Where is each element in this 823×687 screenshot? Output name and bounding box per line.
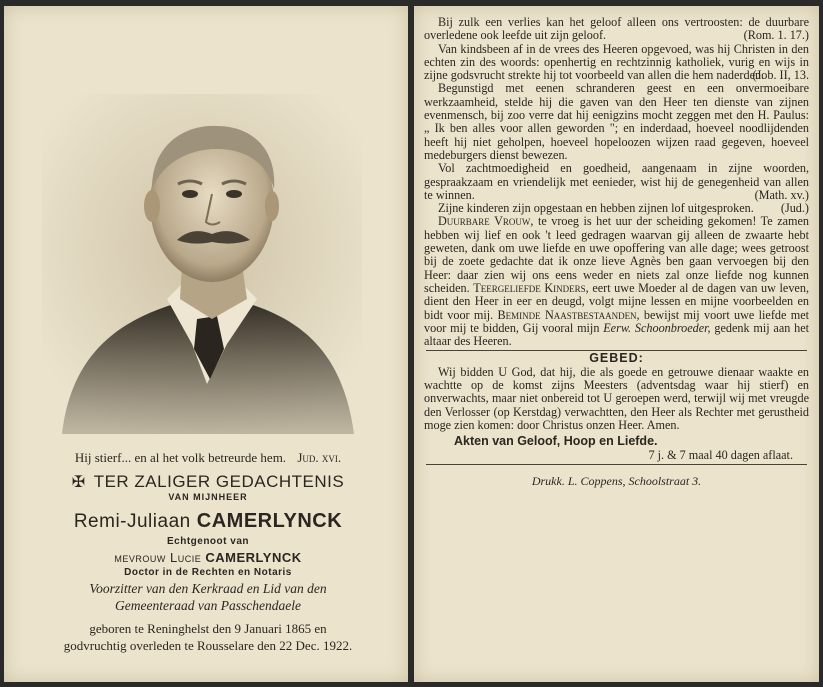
function-line-1: Voorzitter van den Kerkraad en Lid van den bbox=[89, 581, 327, 597]
quote-text: Hij stierf... en al het volk betreurde hem. bbox=[74, 450, 287, 465]
paragraph-6d-text: gedenk mij aan het altaar des Heeren. bbox=[424, 320, 810, 349]
front-text-block bbox=[18, 450, 398, 655]
memorial-text: TER ZALIGER GEDACHTENIS bbox=[93, 471, 345, 491]
deceased-name bbox=[18, 509, 398, 534]
portrait-photo bbox=[42, 94, 362, 434]
paragraph-1-ref: (Rom. 1. 17.) bbox=[743, 28, 809, 43]
paragraph-6c-text: bewijst mij voort uwe liefde met voor mij te bidden, Gij vooral mijn bbox=[424, 307, 809, 335]
address-brother-in-law: Eerw. Schoonbroeder, bbox=[603, 320, 711, 335]
surname: CAMERLYNCK bbox=[196, 509, 343, 532]
function-line-2: Gemeenteraad van Passchendaele bbox=[115, 598, 301, 614]
given-names: Remi-Juliaan bbox=[73, 510, 191, 532]
paragraph-2-text: Van kindsbeen af in de vrees des Heeren opgevoed, was hij Christen in den echten zin des woords: openhertig en rechtzinnig katholiek, vurig en wijs in zijne godsvrucht strekte hij tot voorbeeld van allen die hem naderden. bbox=[424, 41, 809, 83]
scripture-quote bbox=[18, 450, 398, 466]
quote-reference: Jud. xvi. bbox=[297, 450, 342, 465]
spouse-prefix: mevrouw bbox=[114, 549, 166, 565]
prayer-title: GEBED: bbox=[589, 351, 644, 366]
spouse-title: Echtgenoot van bbox=[166, 535, 249, 547]
spouse-name bbox=[18, 550, 398, 566]
prayer-body: Wij bidden U God, dat hij, die als goede en getrouwe dienaar waakte en wachtte op de komst zijns Meesters (adventsdag waar hij stierf) en onverwachts, maar niet onbereid tot U geroepen werd, terwijl wij met vreugde den Verlosser (op Kerstdag) verwachtten, den Heer als Rechter met gerustheid moge zien komen: door Christus onzen Heer. Amen. bbox=[424, 364, 809, 432]
paragraph-4-ref: (Math. xv.) bbox=[754, 187, 809, 202]
portrait-image bbox=[42, 94, 362, 434]
memorial-heading bbox=[18, 472, 398, 492]
divider-bottom bbox=[426, 464, 807, 465]
degree-line: Doctor in de Rechten en Notaris bbox=[124, 567, 292, 579]
paragraph-6b-text: eert uwe Moeder al de dagen van uw leven, dient den Heer in eer en deugd, volgt mijne lessen en mijne voorbeelden en bidt voor mij. bbox=[424, 280, 809, 322]
address-relatives: Beminde Naastbestaanden, bbox=[497, 307, 640, 322]
paragraph-3-text: Begunstigd met eenen schranderen geest en een onvermoeibare werkzaamheid, stelde hij die gaven van den Heer ten dienste van zijnen evenmensch, bij zoo verre dat hij eenigzins mocht zeggen met den H. Paulus: „ Ik ben alles voor allen geworden "; en inderdaad, hoeveel noodlijdenden heeft hij niet geholpen, hoeveel hopeloozen wijzen raad gegeven, hoeveel medeburgers dienst bewezen. bbox=[424, 81, 809, 162]
address-children: Teergeliefde Kinders, bbox=[473, 280, 589, 295]
paragraph-4-text: Vol zachtmoedigheid en goedheid, aangenaam in zijne woorden, gespraakzaam en vriendelijk met eenieder, wist hij de genegenheid van allen te winnen. bbox=[424, 161, 809, 202]
death-line: godvruchtig overleden te Rousselare den 22 Dec. 1922. bbox=[63, 637, 353, 653]
back-text-block bbox=[424, 16, 809, 488]
paragraph-6-text: te vroeg is het uur der scheiding gekomen! Te zamen hebben wij lief en ook 't leed gedragen waarvan gij alleen de zwaarte hebt geweten, dank om uwe liefde en uwe opoffering van alle dage; wees getroost bij de zoete gedachte dat ik onze lieve Agnès ben gaan vervoegen bij den Heer: daar zien wij ons eens weder en niets zal onze liefde nog kunnen scheiden. bbox=[424, 214, 809, 295]
acts-line: Akten van Geloof, Hoop en Liefde. bbox=[454, 434, 658, 449]
spouse-first-name: Lucie bbox=[170, 549, 202, 565]
function-lines bbox=[18, 581, 398, 615]
memorial-card-front bbox=[4, 6, 408, 682]
birth-line: geboren te Reninghelst den 9 Januari 1865 en bbox=[89, 620, 327, 636]
paragraph-1-text: Bij zulk een verlies kan het geloof alleen ons vertroosten: de duurbare overledene ook leefde uit zijn geloof. bbox=[424, 15, 809, 43]
paragraph-2 bbox=[424, 43, 809, 83]
paragraph-5-ref: (Jud.) bbox=[780, 201, 809, 216]
spouse-surname: CAMERLYNCK bbox=[205, 549, 302, 565]
memorial-card-back bbox=[414, 6, 819, 682]
cross-icon: ✠ bbox=[71, 473, 86, 491]
paragraph-2-ref: (Job. II, 13. bbox=[752, 68, 809, 83]
address-wife: Duurbare Vrouw, bbox=[438, 214, 534, 229]
indulgence-line: 7 j. & 7 maal 40 dagen aflaat. bbox=[648, 447, 793, 462]
paragraph-3 bbox=[424, 82, 809, 162]
van-mijnheer: VAN MIJNHEER bbox=[168, 491, 248, 502]
printer-line: Drukk. L. Coppens, Schoolstraat 3. bbox=[531, 473, 702, 488]
paragraph-5-text: Zijne kinderen zijn opgestaan en hebben zijnen lof uitgesproken. bbox=[438, 201, 754, 216]
prayer-text bbox=[424, 366, 809, 432]
paragraph-5 bbox=[424, 202, 809, 215]
life-dates bbox=[18, 621, 398, 655]
paragraph-6 bbox=[424, 215, 809, 348]
